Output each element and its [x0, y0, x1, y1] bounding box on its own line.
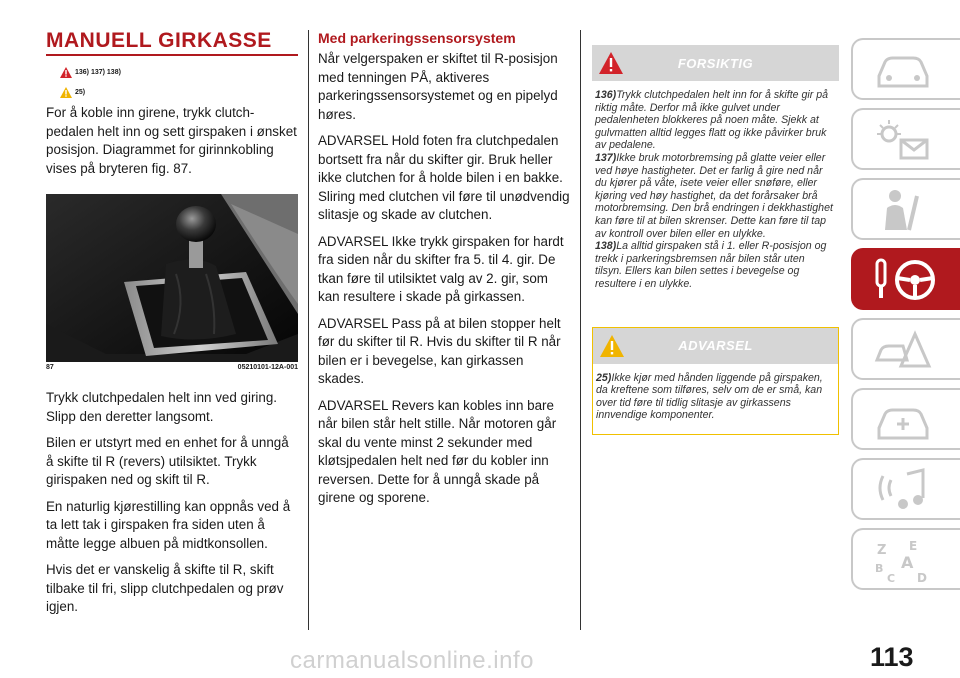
paragraph: Når velgerspaken er skiftet til R-posisjon med tenningen PÅ, aktiveres parkeringssensorsystemet og en pipelyd høres. — [318, 51, 558, 122]
warning-triangle-icon — [598, 51, 624, 75]
paragraph: En naturlig kjørestilling kan oppnås ved å ta lett tak i girspaken fra siden uten å måtte legge albuen på midtkonsollen. — [46, 498, 291, 551]
paragraph: ADVARSEL Pass på at bilen stopper helt før du skifter til R. Hvis du skifter til R når bilen er i bevegelse, kan girkassen skades. — [318, 315, 561, 386]
tab-emergency[interactable] — [851, 318, 960, 380]
page-title: MANUELL GIRKASSE — [46, 30, 298, 56]
figure-number: 87 — [46, 364, 54, 371]
multimedia-icon — [873, 466, 933, 516]
gear-lever-photo — [46, 194, 298, 362]
column-divider — [308, 30, 309, 630]
tab-index[interactable] — [851, 528, 960, 590]
caution-triangle-icon — [599, 334, 625, 358]
warning-box-body — [592, 81, 839, 301]
chapter-tabs — [851, 38, 960, 598]
warning-box-header — [592, 45, 839, 81]
tab-car[interactable] — [851, 38, 960, 100]
warning-light-icon — [873, 116, 933, 166]
svg-text:Z: Z — [877, 543, 887, 558]
gear-lever-image — [46, 194, 298, 362]
service-car-icon — [873, 396, 933, 446]
caution-triangle-icon — [60, 87, 72, 98]
tab-maintenance[interactable] — [851, 388, 960, 450]
caution-refs: 25) — [60, 84, 298, 100]
warning-box-title: FORSIKTIG — [677, 55, 754, 71]
left-column — [46, 30, 298, 625]
tab-multimedia[interactable] — [851, 458, 960, 520]
svg-text:E: E — [909, 539, 918, 553]
warning-item: 138)La alltid girspaken stå i 1. eller R-posisjon og trekk i parkeringsbremsen når bilen står uten tilsyn. Ellers kan bilen settes i bevegelse og resultere i en ulykke. — [595, 240, 827, 290]
paragraph: Bilen er utstyrt med en enhet for å unngå å skifte til R (revers) utilsiktet. Trykk girispaken ned og skift til R. — [46, 435, 289, 487]
caution-box-title: ADVARSEL — [678, 338, 753, 353]
paragraph: Hvis det er vanskelig å skifte til R, skift tilbake til fri, slipp clutchpedalen og prøv igjen. — [46, 562, 284, 614]
index-letters-icon — [873, 536, 933, 586]
svg-text:B: B — [875, 562, 884, 575]
svg-text:C: C — [887, 572, 896, 585]
caution-box-body — [593, 364, 838, 434]
caution-box-header — [593, 328, 838, 364]
tab-safety[interactable] — [851, 178, 960, 240]
seatbelt-icon — [873, 186, 933, 236]
paragraph: Trykk clutchpedalen helt inn ved giring. Slipp den deretter langsomt. — [46, 390, 277, 424]
tab-dashboard-lights[interactable] — [851, 108, 960, 170]
svg-text:A: A — [901, 553, 914, 572]
figure-caption — [46, 362, 298, 371]
steering-wheel-icon — [873, 256, 943, 306]
svg-text:D: D — [917, 571, 927, 585]
watermark: carmanualsonline.info — [290, 647, 534, 674]
right-column — [592, 45, 839, 435]
column-divider — [580, 30, 581, 630]
page-number: 113 — [870, 642, 914, 672]
caution-box — [592, 327, 839, 435]
tab-driving[interactable] — [851, 248, 960, 310]
warning-item: 136)Trykk clutchpedalen helt inn for å skifte gir på riktig måte. Derfor må ikke gulvet under pedalenheten blokkeres på noen måte. Sjekk at gulvmatten alltid legges flatt og ikke påvirker bruk av pedalene. — [595, 89, 828, 152]
paragraph: ADVARSEL Hold foten fra clutchpedalen bortsett fra når du skifter gir. Bruk heller ikke clutchen for å holde bilen i en bakke. Sliring med clutchen vil føre til unødvendig slitasje og skade av clutchen. — [318, 133, 570, 222]
warning-box — [592, 45, 839, 301]
car-icon — [873, 46, 933, 96]
warning-item: 137)Ikke bruk motorbremsing på glatte veier eller ved høye hastigheter. Det er farlig å gire ned når du kjører på våte, isete veier eller snøføre, eller kjøring ved høy hastighet, da det forårsaker brå motorbremsing. Den brå endringen i dekkhastighet kan føre til at bilen skrenser. Dette kan føre til tap av kontroll over bilen eller en ulykke. — [595, 151, 833, 240]
breakdown-icon — [873, 326, 933, 376]
intro-paragraph: For å koble inn girene, trykk clutch-pedalen helt inn og sett girspaken i ønsket posisjon. Diagrammet for girinnkobling vises på bryteren fig. 87. — [46, 105, 297, 176]
paragraph: ADVARSEL Ikke trykk girspaken for hardt fra siden når du skifter fra 5. til 4. gir. De tkan føre til utilsiktet valg av 2. gir, som kan resultere i skade på girkassen. — [318, 233, 564, 304]
paragraph: ADVARSEL Revers kan kobles inn bare når bilen står helt stille. Når motoren går skal du vente minst 2 sekunder med kløtsjpedalen helt ned før du kobler inn reversen. Dette for å unngå skade på girene og sporene. — [318, 397, 557, 505]
section-heading: Med parkeringssensorsystem — [318, 30, 516, 46]
warning-triangle-icon — [60, 67, 72, 78]
warning-refs: 136) 137) 138) — [60, 64, 298, 80]
middle-column — [318, 30, 570, 516]
figure-code: 05210101-12A-001 — [237, 364, 298, 371]
caution-item: 25)Ikke kjør med hånden liggende på girspaken, da kreftene som tilføres, selv om de er små, kan over tid føre til tidlig slitasje av girkassens innvendige komponenter. — [596, 371, 823, 422]
